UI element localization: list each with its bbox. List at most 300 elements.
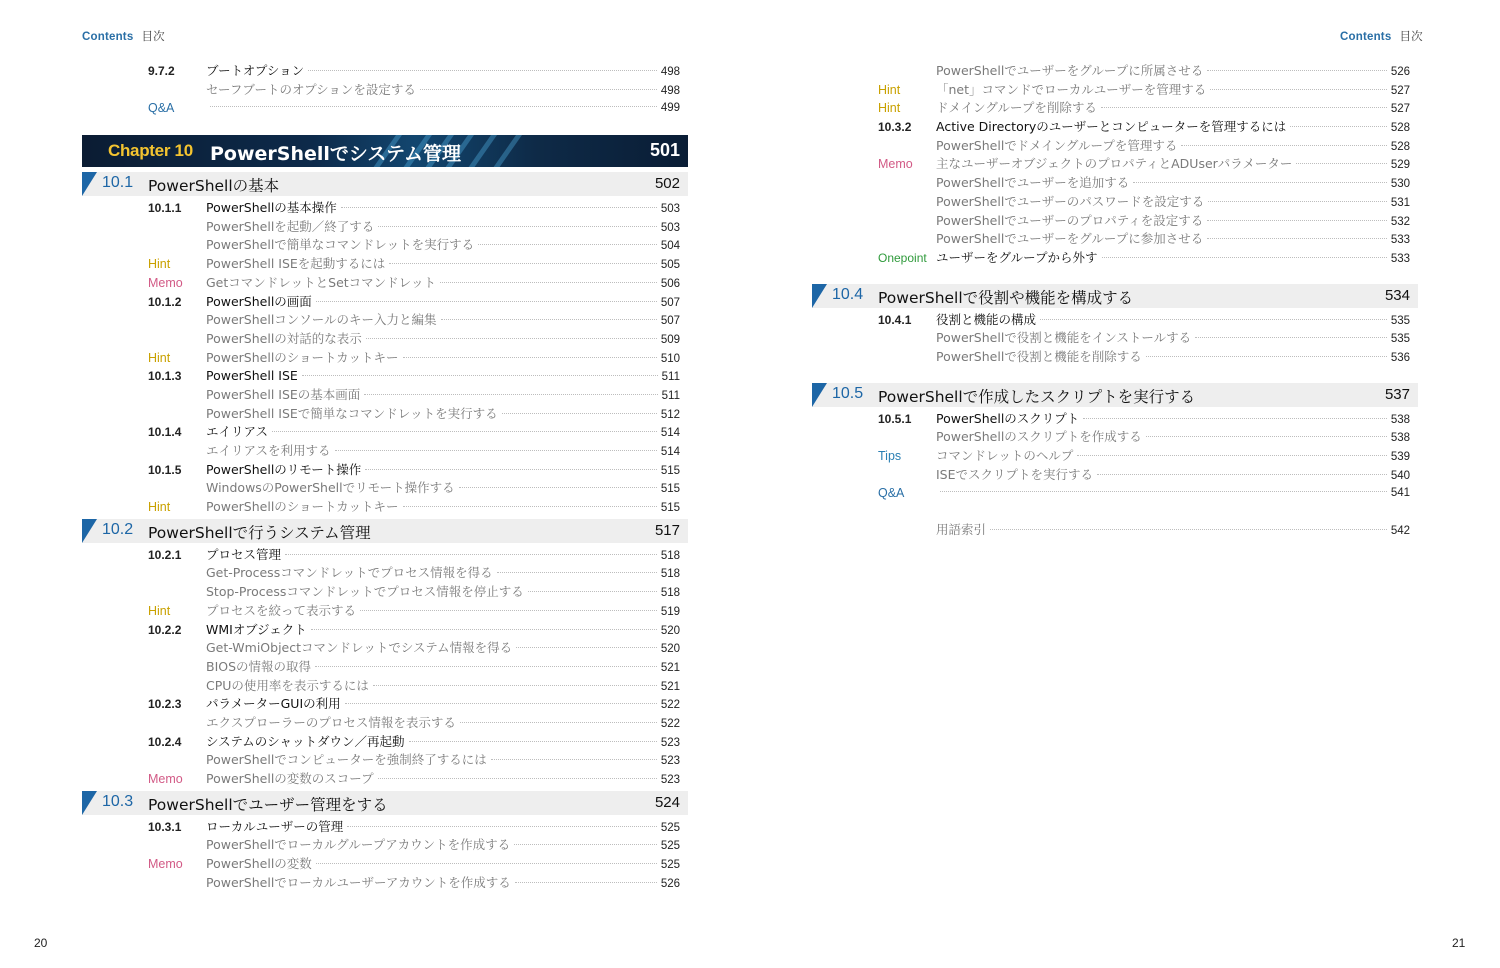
toc-entry[interactable] xyxy=(812,249,1418,268)
section-title: PowerShellで行うシステム管理 xyxy=(148,523,371,542)
dot-leader xyxy=(990,529,1387,530)
entry-label: Tips xyxy=(878,449,902,463)
entry-body xyxy=(936,521,1410,541)
entry-title: PowerShellで簡単なコマンドレットを実行する xyxy=(206,237,475,253)
entry-label: 10.1.1 xyxy=(148,201,182,216)
entry-body xyxy=(936,311,1410,331)
entry-label: Hint xyxy=(878,101,901,116)
entry-page-number: 504 xyxy=(660,240,680,253)
section-marker-icon xyxy=(82,519,97,543)
dot-leader xyxy=(1077,455,1386,456)
entry-title: プロセスを絞って表示する xyxy=(206,602,357,618)
entry-title: ユーザーをグループから外す xyxy=(936,249,1098,265)
entry-title: PowerShellでユーザーをグループに所属させる xyxy=(936,63,1204,78)
toc-entry[interactable] xyxy=(812,174,1418,193)
section-title: PowerShellで役割や機能を構成する xyxy=(878,288,1134,307)
entry-page-number: 503 xyxy=(660,203,680,216)
index-gap xyxy=(812,503,1418,521)
dot-leader xyxy=(311,629,657,630)
entry-page-number: 523 xyxy=(660,774,680,786)
entry-title: PowerShellを起動／終了する xyxy=(206,218,375,234)
toc-entry[interactable] xyxy=(82,330,688,349)
entry-page-number: 511 xyxy=(661,389,680,402)
section-heading[interactable] xyxy=(82,519,688,543)
entry-title: ブートオプション xyxy=(206,63,305,78)
entry-page-number: 506 xyxy=(660,277,680,290)
entry-title: 役割と機能の構成 xyxy=(936,311,1037,327)
toc-entry[interactable] xyxy=(82,874,688,893)
dot-leader xyxy=(341,207,657,208)
dot-leader xyxy=(1195,337,1387,338)
entry-title: PowerShellで役割と機能を削除する xyxy=(936,348,1142,364)
entry-label: Memo xyxy=(148,275,183,290)
dot-leader xyxy=(491,759,657,760)
entry-title: Stop-Processコマンドレットでプロセス情報を停止する xyxy=(206,584,524,600)
dot-leader xyxy=(459,487,657,488)
section-heading[interactable] xyxy=(82,172,688,196)
section-page-number: 524 xyxy=(654,793,680,811)
toc-entry[interactable] xyxy=(812,484,1418,503)
entry-title: PowerShellのリモート操作 xyxy=(206,461,362,477)
entry-body xyxy=(206,602,680,622)
entry-page-number: 531 xyxy=(1390,196,1410,209)
entry-label: 10.2.2 xyxy=(148,622,182,637)
dot-leader xyxy=(1040,319,1387,320)
entry-body xyxy=(206,751,680,771)
dot-leader xyxy=(378,778,657,779)
toc-entry[interactable] xyxy=(82,836,688,855)
dot-leader xyxy=(316,863,657,864)
page-number: 21 xyxy=(1452,936,1466,950)
entry-body xyxy=(936,249,1410,269)
entry-body xyxy=(206,218,680,238)
entry-title: セーフブートのオプションを設定する xyxy=(206,81,416,97)
page-number: 20 xyxy=(34,936,48,950)
entry-label: Memo xyxy=(878,157,913,172)
toc-entry[interactable] xyxy=(82,236,688,255)
chapter-heading[interactable] xyxy=(82,135,688,167)
section-title: PowerShellで作成したスクリプトを実行する xyxy=(878,387,1196,406)
dot-leader xyxy=(210,106,657,107)
section-title: PowerShellでユーザー管理をする xyxy=(148,795,388,814)
toc-entry[interactable] xyxy=(82,695,688,714)
dot-leader xyxy=(364,394,657,395)
entry-page-number: 540 xyxy=(1390,469,1410,482)
entry-label: 10.1.3 xyxy=(148,369,182,384)
toc-entry[interactable] xyxy=(82,714,688,733)
toc-right xyxy=(812,62,1418,540)
toc-entry[interactable] xyxy=(82,546,688,565)
toc-entry[interactable] xyxy=(82,218,688,237)
section-heading[interactable] xyxy=(812,383,1418,407)
entry-page-number: 520 xyxy=(660,643,680,656)
dot-leader xyxy=(1101,107,1387,108)
toc-entry[interactable] xyxy=(82,81,688,100)
dot-leader xyxy=(1146,436,1387,437)
toc-entry[interactable] xyxy=(82,62,688,81)
entry-body xyxy=(206,386,680,406)
entry-body xyxy=(206,695,680,715)
entry-title: PowerShellのショートカットキー xyxy=(206,349,399,365)
running-head xyxy=(1340,28,1423,44)
entry-page-number: 499 xyxy=(660,102,680,115)
entry-title: 「net」コマンドでローカルユーザーを管理する xyxy=(936,81,1207,97)
entry-label: Hint xyxy=(148,350,171,365)
entry-title: PowerShellのスクリプトを作成する xyxy=(936,429,1142,445)
entry-body xyxy=(206,236,680,256)
entry-title: ISEでスクリプトを実行する xyxy=(936,466,1094,482)
toc-entry[interactable] xyxy=(812,62,1418,81)
entry-title: システムのシャットダウン／再起動 xyxy=(206,733,405,749)
entry-label: Hint xyxy=(148,603,171,618)
entry-page-number: 511 xyxy=(661,371,680,384)
dot-leader xyxy=(1146,356,1387,357)
dot-leader xyxy=(440,282,657,283)
entry-body xyxy=(206,461,680,481)
entry-body xyxy=(206,639,680,659)
entry-body xyxy=(936,62,1410,82)
toc-entry[interactable] xyxy=(812,428,1418,447)
entry-body xyxy=(206,818,680,838)
entry-page-number: 528 xyxy=(1390,122,1410,135)
entry-label: 10.1.5 xyxy=(148,462,182,477)
entry-title: Get-WmiObjectコマンドレットでシステム情報を得る xyxy=(206,640,513,656)
entry-title: Get-Processコマンドレットでプロセス情報を得る xyxy=(206,565,493,581)
dot-leader xyxy=(1210,89,1387,90)
entry-body xyxy=(936,81,1410,101)
entry-body xyxy=(206,62,680,82)
entry-page-number: 505 xyxy=(660,259,680,272)
entry-page-number: 527 xyxy=(1390,103,1410,116)
section-marker-icon xyxy=(812,284,827,308)
chapter-page-number: 501 xyxy=(649,140,680,161)
entry-title: エイリアス xyxy=(206,424,269,440)
dot-leader xyxy=(516,647,657,648)
entry-label: 10.2.3 xyxy=(148,697,182,712)
entry-page-number: 536 xyxy=(1390,351,1410,364)
entry-title: 用語索引 xyxy=(936,522,987,538)
entry-label: 10.3.2 xyxy=(878,120,912,135)
entry-body xyxy=(206,658,680,678)
dot-leader xyxy=(1133,182,1387,183)
entry-label: 10.1.2 xyxy=(148,294,182,309)
entry-body xyxy=(206,367,680,387)
entry-page-number: 532 xyxy=(1390,215,1410,228)
dot-leader xyxy=(360,610,657,611)
entry-page-number: 538 xyxy=(1390,432,1410,445)
toc-entry[interactable] xyxy=(82,386,688,405)
entry-title: PowerShellでユーザーを追加する xyxy=(936,175,1130,191)
entry-body xyxy=(206,677,680,697)
entry-body xyxy=(936,348,1410,368)
section-heading[interactable] xyxy=(812,284,1418,308)
toc-entry[interactable] xyxy=(82,583,688,602)
dot-leader xyxy=(514,844,657,845)
dot-leader xyxy=(373,685,657,686)
right-page xyxy=(750,0,1500,968)
entry-body xyxy=(936,428,1410,448)
dot-leader xyxy=(478,244,657,245)
entry-title: PowerShellの画面 xyxy=(206,293,312,309)
entry-body xyxy=(206,199,680,219)
entry-label: 10.2.4 xyxy=(148,734,182,749)
entry-body xyxy=(206,255,680,275)
entry-page-number: 521 xyxy=(660,661,680,674)
entry-page-number: 523 xyxy=(660,736,680,749)
entry-body xyxy=(206,293,680,313)
dot-leader xyxy=(1207,70,1387,71)
entry-label: 10.5.1 xyxy=(878,411,912,426)
toc-entry[interactable] xyxy=(82,498,688,517)
entry-title: PowerShellの変数のスコープ xyxy=(206,771,374,786)
section-page-number: 537 xyxy=(1384,385,1410,403)
entry-body xyxy=(206,274,680,294)
entry-title: PowerShellでドメイングループを管理する xyxy=(936,137,1178,153)
entry-title: PowerShellのスクリプト xyxy=(936,410,1080,426)
entry-body xyxy=(206,714,680,734)
entry-title: エイリアスを利用する xyxy=(206,443,331,458)
toc-entry[interactable] xyxy=(82,602,688,621)
toc-entry[interactable] xyxy=(82,855,688,874)
section-heading[interactable] xyxy=(82,791,688,815)
toc-entry[interactable] xyxy=(82,751,688,770)
entry-body xyxy=(936,447,1410,467)
toc-entry[interactable] xyxy=(812,212,1418,231)
dot-leader xyxy=(378,226,657,227)
toc-entry[interactable] xyxy=(82,733,688,752)
dot-leader xyxy=(1181,145,1386,146)
entry-title: エクスプローラーのプロセス情報を表示する xyxy=(206,714,456,730)
toc-entry[interactable] xyxy=(82,423,688,442)
entry-label: 10.3.1 xyxy=(148,819,182,834)
toc-entry[interactable] xyxy=(812,447,1418,466)
section-marker-icon xyxy=(82,172,97,196)
dot-leader xyxy=(335,450,657,451)
toc-entry[interactable] xyxy=(812,99,1418,118)
entry-body xyxy=(206,349,680,369)
entry-page-number: 526 xyxy=(660,877,680,890)
entry-page-number: 515 xyxy=(660,464,680,477)
section-number: 10.2 xyxy=(102,520,134,538)
entry-title: PowerShellの対話的な表示 xyxy=(206,330,362,346)
entry-title: WindowsのPowerShellでリモート操作する xyxy=(206,480,455,496)
entry-page-number: 526 xyxy=(1390,66,1410,78)
entry-body xyxy=(206,405,680,425)
entry-page-number: 514 xyxy=(660,427,680,440)
toc-entry[interactable] xyxy=(82,461,688,480)
entry-page-number: 515 xyxy=(660,502,680,515)
entry-page-number: 509 xyxy=(660,333,680,346)
toc-entry[interactable] xyxy=(812,137,1418,156)
section-page-number: 517 xyxy=(654,521,680,539)
entry-page-number: 507 xyxy=(660,315,680,328)
toc-entry[interactable] xyxy=(812,521,1418,540)
toc-entry[interactable] xyxy=(82,255,688,274)
entry-title: Active Directoryのユーザーとコンピューターを管理するには xyxy=(936,119,1287,135)
entry-title: PowerShellの基本操作 xyxy=(206,200,337,216)
entry-page-number: 533 xyxy=(1390,234,1410,247)
entry-body xyxy=(936,410,1410,430)
toc-entry[interactable] xyxy=(82,658,688,677)
dot-leader xyxy=(1296,163,1386,164)
entry-page-number: 521 xyxy=(660,680,680,693)
toc-entry[interactable] xyxy=(82,677,688,696)
dot-leader xyxy=(365,469,657,470)
entry-title: パラメーターGUIの利用 xyxy=(206,696,341,712)
entry-body xyxy=(206,836,680,856)
running-head-ja: 目次 xyxy=(141,29,165,43)
toc-entry[interactable] xyxy=(82,311,688,330)
dot-leader xyxy=(1083,418,1387,419)
entry-label: Hint xyxy=(148,500,171,515)
toc-entry[interactable] xyxy=(82,99,688,118)
toc-entry[interactable] xyxy=(812,118,1418,137)
entry-page-number: 538 xyxy=(1390,413,1410,426)
entry-body xyxy=(936,155,1410,175)
entry-page-number: 525 xyxy=(660,840,680,853)
dot-leader xyxy=(403,506,657,507)
dot-leader xyxy=(389,263,657,264)
entry-body xyxy=(206,442,680,462)
entry-title: PowerShellコンソールのキー入力と編集 xyxy=(206,312,437,328)
entry-title: CPUの使用率を表示するには xyxy=(206,677,369,693)
entry-title: WMIオブジェクト xyxy=(206,621,307,637)
dot-leader xyxy=(315,666,657,667)
entry-body xyxy=(206,621,680,641)
entry-body xyxy=(936,174,1410,194)
toc-entry[interactable] xyxy=(82,818,688,837)
entry-page-number: 535 xyxy=(1390,333,1410,346)
entry-page-number: 498 xyxy=(660,66,680,78)
entry-page-number: 518 xyxy=(660,549,680,562)
entry-body xyxy=(206,99,680,118)
toc-entry[interactable] xyxy=(82,479,688,498)
entry-body xyxy=(936,137,1410,157)
entry-label: Hint xyxy=(148,257,171,272)
toc-entry[interactable] xyxy=(812,329,1418,348)
entry-page-number: 533 xyxy=(1390,252,1410,265)
entry-label: 9.7.2 xyxy=(148,64,175,78)
entry-page-number: 510 xyxy=(660,352,680,365)
entry-page-number: 518 xyxy=(660,568,680,581)
entry-page-number: 522 xyxy=(660,699,680,712)
entry-page-number: 507 xyxy=(660,296,680,309)
dot-leader xyxy=(272,431,657,432)
dot-leader xyxy=(515,882,657,883)
entry-body xyxy=(206,583,680,603)
toc-entry[interactable] xyxy=(812,410,1418,429)
entry-title: 主なユーザーオブジェクトのプロパティとADUserパラメーター xyxy=(936,156,1293,172)
entry-body xyxy=(206,311,680,331)
toc-entry[interactable] xyxy=(82,199,688,218)
dot-leader xyxy=(308,70,657,71)
entry-body xyxy=(206,498,680,518)
dot-leader xyxy=(497,572,657,573)
entry-title: PowerShellの変数 xyxy=(206,856,312,872)
entry-label: 10.1.4 xyxy=(148,425,182,440)
toc-entry[interactable] xyxy=(82,405,688,424)
entry-title: PowerShellで役割と機能をインストールする xyxy=(936,330,1192,346)
entry-body xyxy=(936,118,1410,138)
entry-label: Hint xyxy=(878,82,901,97)
dot-leader xyxy=(460,722,657,723)
entry-label: Memo xyxy=(148,857,183,872)
dot-leader xyxy=(1102,257,1387,258)
toc-entry[interactable] xyxy=(812,348,1418,367)
toc-entry[interactable] xyxy=(82,621,688,640)
toc-entry[interactable] xyxy=(82,274,688,293)
section-title: PowerShellの基本 xyxy=(148,177,280,196)
entry-title: PowerShell ISEの基本画面 xyxy=(206,386,361,402)
entry-page-number: 523 xyxy=(660,755,680,768)
entry-page-number: 541 xyxy=(1390,487,1410,500)
entry-body xyxy=(936,212,1410,232)
entry-body xyxy=(936,99,1410,119)
entry-title: プロセス管理 xyxy=(206,546,282,562)
entry-title: PowerShellでユーザーをグループに参加させる xyxy=(936,231,1204,247)
dot-leader xyxy=(285,554,657,555)
section-gap xyxy=(812,268,1418,282)
dot-leader xyxy=(441,319,657,320)
running-head-en: Contents xyxy=(82,31,134,43)
toc-entry[interactable] xyxy=(82,367,688,386)
dot-leader xyxy=(347,826,657,827)
entry-page-number: 530 xyxy=(1390,178,1410,191)
entry-title: GetコマンドレットとSetコマンドレット xyxy=(206,274,437,290)
section-number: 10.4 xyxy=(832,285,864,303)
dot-leader xyxy=(316,301,657,302)
entry-page-number: 515 xyxy=(660,483,680,496)
toc-entry[interactable] xyxy=(812,193,1418,212)
running-head xyxy=(82,28,165,44)
entry-label: Q&A xyxy=(878,486,905,501)
entry-page-number: 518 xyxy=(660,587,680,600)
toc-entry[interactable] xyxy=(82,293,688,312)
entry-title: PowerShellでローカルグループアカウントを作成する xyxy=(206,837,511,853)
entry-page-number: 512 xyxy=(660,408,680,421)
toc-entry[interactable] xyxy=(82,770,688,789)
toc-entry[interactable] xyxy=(812,311,1418,330)
dot-leader xyxy=(1097,474,1387,475)
entry-page-number: 525 xyxy=(660,859,680,872)
entry-body xyxy=(206,733,680,753)
toc-entry[interactable] xyxy=(812,81,1418,100)
entry-title: PowerShellのショートカットキー xyxy=(206,499,399,515)
entry-label: 10.2.1 xyxy=(148,547,182,562)
entry-label: 10.4.1 xyxy=(878,312,912,327)
toc-entry[interactable] xyxy=(812,230,1418,249)
entry-label: Memo xyxy=(148,772,183,786)
entry-page-number: 503 xyxy=(660,221,680,234)
entry-body xyxy=(206,770,680,790)
entry-title: PowerShell ISEで簡単なコマンドレットを実行する xyxy=(206,405,498,421)
section-page-number: 534 xyxy=(1384,286,1410,304)
toc-entry[interactable] xyxy=(812,466,1418,485)
toc-entry[interactable] xyxy=(82,349,688,368)
toc-entry[interactable] xyxy=(82,564,688,583)
dot-leader xyxy=(1208,201,1387,202)
toc-entry[interactable] xyxy=(812,155,1418,174)
entry-body xyxy=(936,466,1410,486)
entry-page-number: 498 xyxy=(660,84,680,97)
entry-label: Onepoint xyxy=(878,250,927,265)
entry-body xyxy=(206,479,680,499)
section-page-number: 502 xyxy=(654,175,680,193)
toc-entry[interactable] xyxy=(82,442,688,461)
toc-entry[interactable] xyxy=(82,639,688,658)
dot-leader xyxy=(302,375,658,376)
entry-title: BIOSの情報の取得 xyxy=(206,658,312,674)
